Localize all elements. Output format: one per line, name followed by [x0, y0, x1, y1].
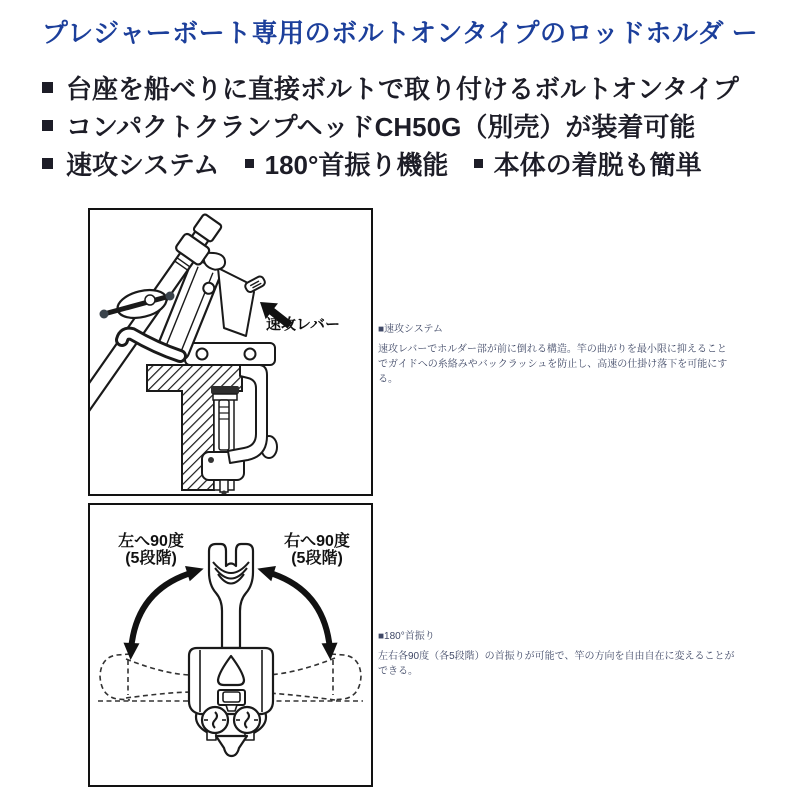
page-title: プレジャーボート専用のボルトオンタイプのロッドホルダ ー [41, 18, 759, 48]
rotation-arrow-left [123, 561, 206, 660]
tail [216, 736, 247, 756]
rotate-right-label: 右へ90度 (5段階) [284, 533, 350, 567]
quick-lever-label: 速攻レバー [266, 316, 340, 333]
caption-line: でガイドへの糸絡みやバックラッシュを防止し、高速の仕掛け落下を可能にす [378, 359, 728, 370]
caption-line: る。 [378, 374, 398, 385]
feature-bullet-row-inline [42, 150, 720, 180]
rotate-left-label: 左へ90度 (5段階) [118, 533, 184, 567]
bullet-square-icon [42, 82, 53, 93]
quick-release-lever [244, 275, 266, 293]
bullet-square-icon [42, 120, 53, 131]
fork-cradle [209, 544, 253, 648]
caption-line: できる。 [378, 666, 418, 677]
feature-bullet-2 [42, 112, 695, 142]
caption-line: 左右各90度（各5段階）の首振りが可能で、竿の方向を自由自在に変えることが [378, 651, 735, 662]
feature-bullet-1 [42, 74, 739, 104]
feature-text: 台座を船べりに直接ボルトで取り付けるボルトオンタイプ [66, 74, 739, 104]
quick-release-figure [88, 208, 373, 496]
swivel-figure [88, 503, 373, 787]
pivot-arm [218, 268, 254, 336]
holder-top-view [189, 544, 273, 756]
rotation-arrow-right [255, 561, 338, 660]
feature-inline-1: 速攻システム [42, 150, 219, 180]
bullet-square-icon [474, 159, 483, 168]
feature-text: コンパクトクランプヘッドCH50G（別売）が装着可能 [66, 112, 696, 142]
bullet-square-icon [245, 159, 254, 168]
caption-title: ■180°首振り [378, 631, 435, 642]
rod-holder-side-diagram [90, 210, 371, 494]
caption-line: 速攻レバーでホルダー部が前に倒れる構造。竿の曲がりを最小限に抑えること [378, 344, 727, 355]
swivel-caption [378, 629, 758, 679]
caption-title: ■速攻システム [378, 324, 444, 335]
feature-inline-3: 本体の着脱も簡単 [474, 150, 702, 180]
quick-release-caption [378, 322, 758, 387]
feature-inline-2: 180°首振り機能 [245, 150, 449, 180]
bullet-square-icon [42, 158, 53, 169]
